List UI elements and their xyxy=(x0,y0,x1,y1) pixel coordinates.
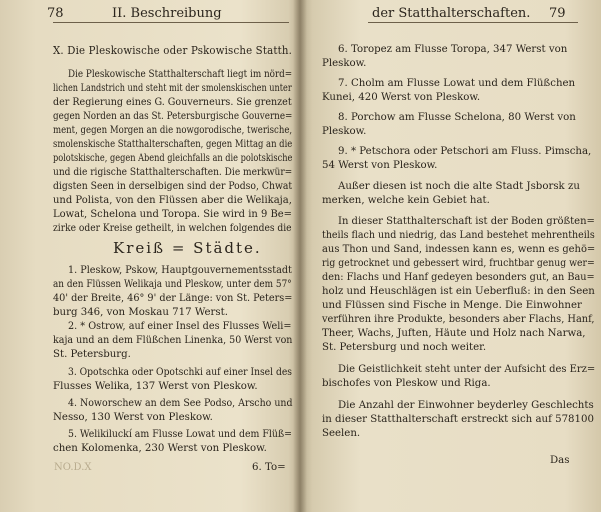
entry-line: chen Kolomenka, 230 Werst von Pleskow. xyxy=(53,443,267,454)
entry-line: 6. Toropez am Flusse Toropa, 347 Werst von xyxy=(338,44,568,55)
body-line: gegen Norden an das St. Petersburgische Gouverne= xyxy=(53,111,293,122)
entry-line: St. Petersburg. xyxy=(53,349,131,360)
header-rule-left xyxy=(53,22,289,23)
catchword-right: Das xyxy=(550,455,570,466)
body-line: Die Pleskowische Statthalterschaft liegt im nörd= xyxy=(68,69,293,80)
body-line: In dieser Statthalterschaft ist der Boden größten= xyxy=(338,216,595,227)
body-line: merken, welche kein Gebiet hat. xyxy=(322,195,490,206)
body-line: lichen Landstrich und steht mit der smolenskischen unter xyxy=(53,83,292,94)
right-page xyxy=(300,0,601,512)
body-line: holz und Heuschlägen ist ein Ueberfluß: in den Seen xyxy=(322,286,595,297)
body-line: Die Anzahl der Einwohner beyderley Geschlechts xyxy=(338,400,594,411)
body-line: verführen ihre Produkte, besonders aber Flachs, Hanf, xyxy=(322,314,595,325)
section-heading: Kreiß = Städte. xyxy=(113,239,262,257)
body-line: in dieser Statthalterschaft erstreckt sich auf 578100 xyxy=(322,414,594,425)
entry-line: 3. Opotschka oder Opotschki auf einer Insel des xyxy=(68,367,292,378)
catchword-left: 6. To= xyxy=(252,462,286,473)
entry-line: Pleskow. xyxy=(322,126,367,137)
body-line: bischofes von Pleskow und Riga. xyxy=(322,378,491,389)
chapter-title: X. Die Pleskowische oder Pskowische Statth. xyxy=(53,44,293,57)
entry-line: an den Flüssen Welikaja und Pleskow, unter dem 57° xyxy=(53,279,292,290)
body-line: und Flüssen sind Fische in Menge. Die Einwohner xyxy=(322,300,582,311)
running-head-left: II. Beschreibung xyxy=(112,6,222,21)
body-line: St. Petersburg und noch weiter. xyxy=(322,342,487,353)
body-line: ment, gegen Morgen an die nowgorodische, twerische, xyxy=(53,125,293,136)
entry-line: 5. Welikiluckí am Flusse Lowat und dem Flüß= xyxy=(68,429,292,440)
entry-line: Nesso, 130 Werst von Pleskow. xyxy=(53,412,213,423)
bleed-through-mark: NO.D.X xyxy=(54,462,92,473)
page-number-left: 78 xyxy=(47,6,64,21)
body-line: polotskische, gegen Abend gleichfalls an die polotskische xyxy=(53,153,293,164)
header-rule-right xyxy=(368,22,578,23)
entry-line: Kunei, 420 Werst von Pleskow. xyxy=(322,92,481,103)
entry-line: 8. Porchow am Flusse Schelona, 80 Werst von xyxy=(338,112,576,123)
body-line: der Regierung eines G. Gouverneurs. Sie grenzet xyxy=(53,97,292,108)
entry-line: 4. Noworschew an dem See Podso, Arscho und xyxy=(68,398,293,409)
entry-line: 7. Cholm am Flusse Lowat und dem Flüßchen xyxy=(338,78,576,89)
body-line: zirke oder Kreise getheilt, in welchen folgendes die xyxy=(53,223,292,234)
entry-line: burg 346, von Moskau 717 Werst. xyxy=(53,307,228,318)
body-line: smolenskische Statthalterschaften, gegen Mittag an die xyxy=(53,139,293,150)
page-number-right: 79 xyxy=(549,6,566,21)
body-line: aus Thon und Sand, indessen kann es, wenn es gehö= xyxy=(322,244,596,255)
body-line: rig getrocknet und gebessert wird, fruchtbar genug wer= xyxy=(322,258,595,269)
entry-line: 40' der Breite, 46° 9' der Länge: von St. Peters= xyxy=(53,293,293,304)
entry-line: Pleskow. xyxy=(322,58,367,69)
entry-line: 54 Werst von Pleskow. xyxy=(322,160,438,171)
running-head-right: der Statthalterschaften. xyxy=(372,6,531,21)
body-line: und die rigische Statthalterschaften. Die merkwür= xyxy=(53,167,293,178)
body-line: theils flach und niedrig, das Land bestehet mehrentheils xyxy=(322,230,595,241)
entry-line: 1. Pleskow, Pskow, Hauptgouvernementsstadt xyxy=(68,265,292,276)
body-line: Seelen. xyxy=(322,428,361,439)
entry-line: kaja und an dem Flüßchen Linenka, 50 Werst von xyxy=(53,335,293,346)
body-line: den: Flachs und Hanf gedeyen besonders gut, an Bau= xyxy=(322,272,595,283)
left-page xyxy=(0,0,298,512)
body-line: Die Geistlichkeit steht unter der Aufsicht des Erz= xyxy=(338,364,596,375)
body-line: Außer diesen ist noch die alte Stadt Jsborsk zu xyxy=(338,181,580,192)
entry-line: 9. * Petschora oder Petschori am Fluss. Pimscha, xyxy=(338,146,592,157)
body-line: Lowat, Schelona und Toropa. Sie wird in 9 Be= xyxy=(53,209,292,220)
entry-line: Flusses Welika, 137 Werst von Pleskow. xyxy=(53,381,258,392)
body-line: Theer, Wachs, Juften, Häute und Holz nach Narwa, xyxy=(322,328,586,339)
body-line: und Polista, von den Flüssen aber die Welikaja, xyxy=(53,195,292,206)
body-line: digsten Seen in derselbigen sind der Podso, Chwat xyxy=(53,181,293,192)
entry-line: 2. * Ostrow, auf einer Insel des Flusses Weli= xyxy=(68,321,292,332)
